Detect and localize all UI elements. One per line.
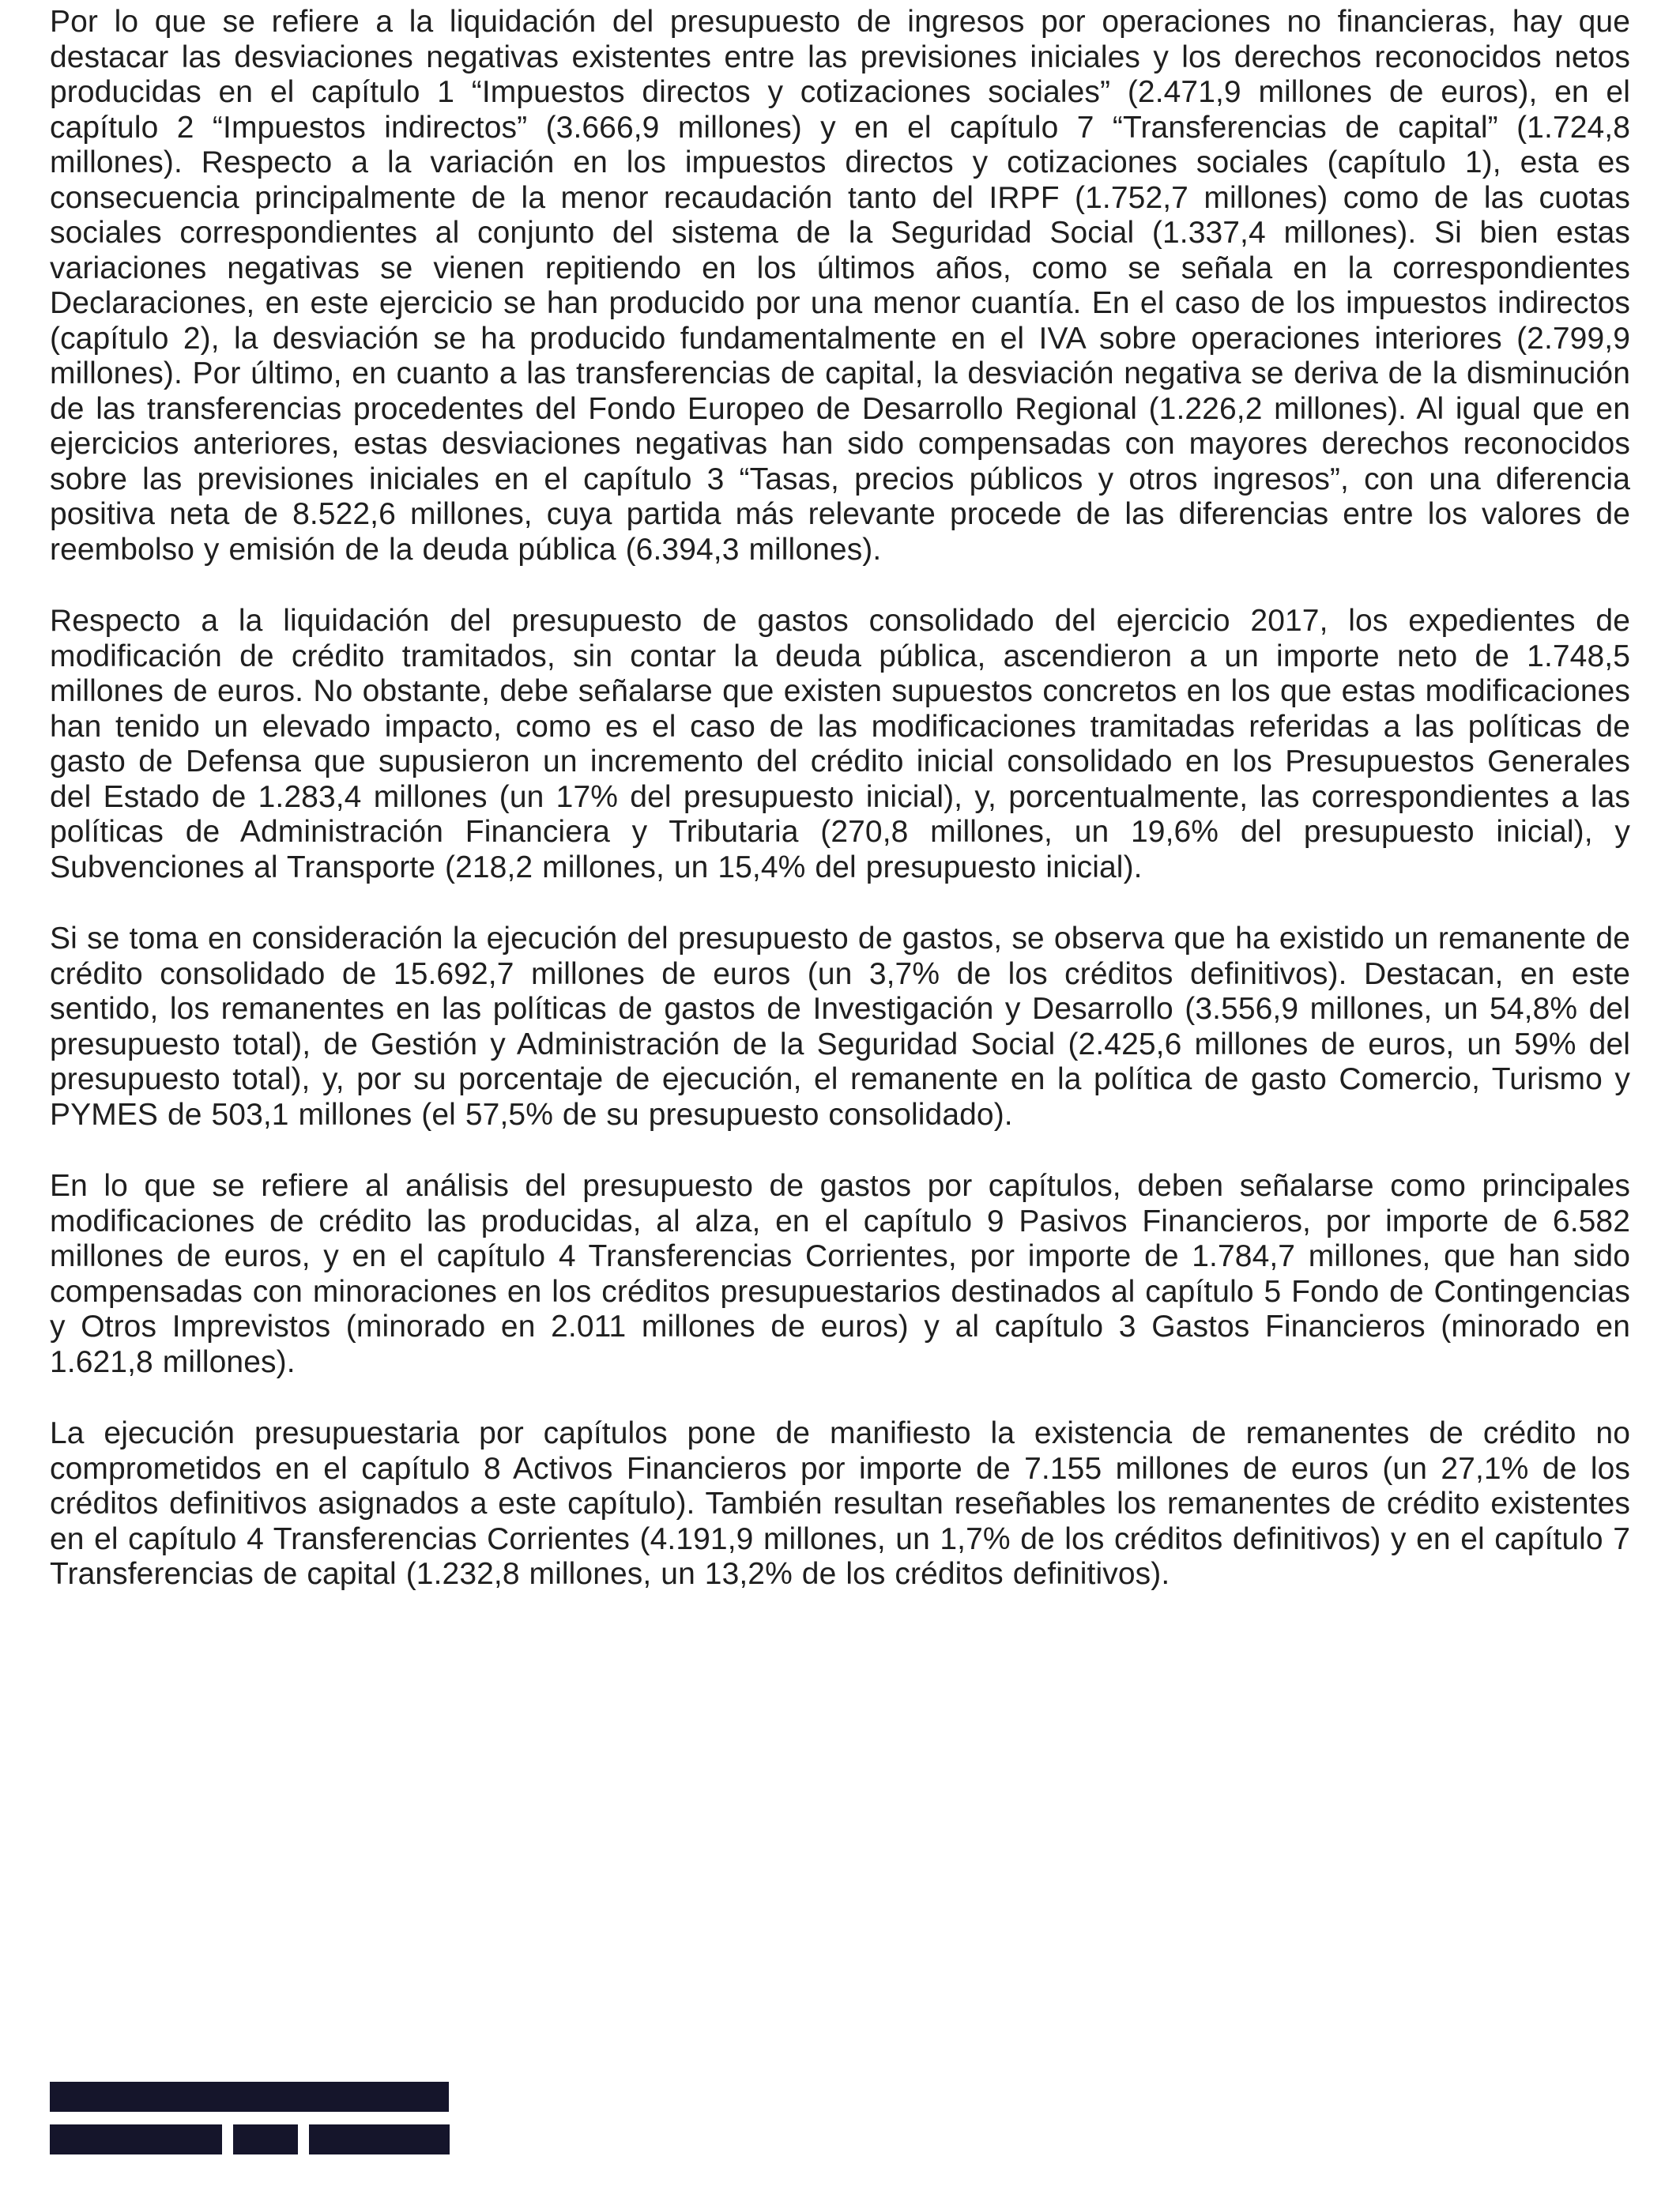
- document-page: [50, 5, 1630, 1593]
- paragraph-chapters-uncommitted-remnants: La ejecución presupuestaria por capítulos pone de manifiesto la existencia de remanentes de crédito no comprometidos en el capítulo 8 Activos Financieros por importe de 7.155 millones de euros (un 27,1% de los créditos definitivos asignados a este capítulo). También resultan reseñables los remanentes de crédito existentes en el capítulo 4 Transferencias Corrientes (4.191,9 millones, un 1,7% de los créditos definitivos) y en el capítulo 7 Transferencias de capital (1.232,8 millones, un 13,2% de los créditos definitivos).: [50, 1416, 1630, 1591]
- redacted-bar: [50, 2124, 222, 2154]
- paragraph-income-budget-liquidation: Por lo que se refiere a la liquidación del presupuesto de ingresos por operaciones no financieras, hay que destacar las desviaciones negativas existentes entre las previsiones iniciales y los derechos reconocidos netos producidas en el capítulo 1 “Impuestos directos y cotizaciones sociales” (2.471,9 millones de euros), en el capítulo 2 “Impuestos indirectos” (3.666,9 millones) y en el capítulo 7 “Transferencias de capital” (1.724,8 millones). Respecto a la variación en los impuestos directos y cotizaciones sociales (capítulo 1), esta es consecuencia principalmente de la menor recaudación tanto del IRPF (1.752,7 millones) como de las cuotas sociales correspondientes al conjunto del sistema de la Seguridad Social (1.337,4 millones). Si bien estas variaciones negativas se vienen repitiendo en los últimos años, como se señala en la correspondientes Declaraciones, en este ejercicio se han producido por una menor cuantía. En el caso de los impuestos indirectos (capítulo 2), la desviación se ha producido fundamentalmente en el IVA sobre operaciones interiores (2.799,9 millones). Por último, en cuanto a las transferencias de capital, la desviación negativa se deriva de la disminución de las transferencias procedentes del Fondo Europeo de Desarrollo Regional (1.226,2 millones). Al igual que en ejercicios anteriores, estas desviaciones negativas han sido compensadas con mayores derechos reconocidos sobre las previsiones iniciales en el capítulo 3 “Tasas, precios públicos y otros ingresos”, con una diferencia positiva neta de 8.522,6 millones, cuya partida más relevante procede de las diferencias entre los valores de reembolso y emisión de la deuda pública (6.394,3 millones).: [50, 5, 1630, 567]
- redacted-bar: [309, 2124, 450, 2154]
- paragraph-budget-execution-remnants: Si se toma en consideración la ejecución del presupuesto de gastos, se observa que ha existido un remanente de crédito consolidado de 15.692,7 millones de euros (un 3,7% de los créditos definitivos). Destacan, en este sentido, los remanentes en las políticas de gastos de Investigación y Desarrollo (3.556,9 millones, un 54,8% del presupuesto total), de Gestión y Administración de la Seguridad Social (2.425,6 millones de euros, un 59% del presupuesto total), y, por su porcentaje de ejecución, el remanente en la política de gasto Comercio, Turismo y PYMES de 503,1 millones (el 57,5% de su presupuesto consolidado).: [50, 922, 1630, 1132]
- redacted-bar: [233, 2124, 298, 2154]
- redaction-row-1: [50, 2082, 450, 2112]
- paragraph-expense-budget-modifications: Respecto a la liquidación del presupuesto de gastos consolidado del ejercicio 2017, los expedientes de modificación de crédito tramitados, sin contar la deuda pública, ascendieron a un importe neto de 1.748,5 millones de euros. No obstante, debe señalarse que existen supuestos concretos en los que estas modificaciones han tenido un elevado impacto, como es el caso de las modificaciones tramitadas referidas a las políticas de gasto de Defensa que supusieron un incremento del crédito inicial consolidado en los Presupuestos Generales del Estado de 1.283,4 millones (un 17% del presupuesto inicial), y, porcentualmente, las correspondientes a las políticas de Administración Financiera y Tributaria (270,8 millones, un 19,6% del presupuesto inicial), y Subvenciones al Transporte (218,2 millones, un 15,4% del presupuesto inicial).: [50, 604, 1630, 884]
- redaction-row-2: [50, 2124, 450, 2154]
- paragraph-chapters-credit-modifications: En lo que se refiere al análisis del presupuesto de gastos por capítulos, deben señalarse como principales modificaciones de crédito las producidas, al alza, en el capítulo 9 Pasivos Financieros, por importe de 6.582 millones de euros, y en el capítulo 4 Transferencias Corrientes, por importe de 1.784,7 millones, que han sido compensadas con minoraciones en los créditos presupuestarios destinados al capítulo 5 Fondo de Contingencias y Otros Imprevistos (minorado en 2.011 millones de euros) y al capítulo 3 Gastos Financieros (minorado en 1.621,8 millones).: [50, 1169, 1630, 1379]
- redacted-bar: [50, 2082, 449, 2112]
- footer-redacted-area: [50, 2082, 450, 2154]
